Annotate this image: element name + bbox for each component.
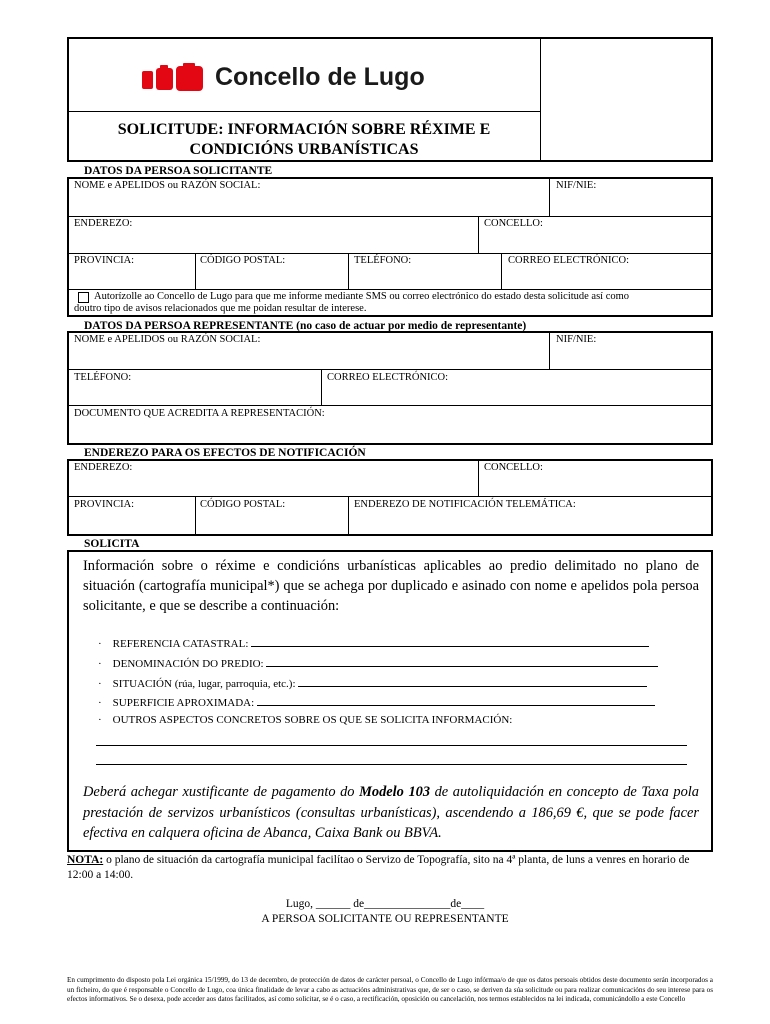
note: NOTA: o plano de situación da cartografía municipal facilítao o Servizo de Topografía, sito na 4ª planta, de luns a venres en horario de 12:00 a 14:00. [67,854,690,881]
page-title: SOLICITUDE: INFORMACIÓN SOBRE RÉXIME E CONDICIÓNS URBANÍSTICAS [117,121,491,158]
list-item: · OUTROS ASPECTOS CONCRETOS SOBRE OS QUE SE SOLICITA INFORMACIÓN: [98,714,513,726]
rep-name-field[interactable]: NOME e APELIDOS ou RAZÓN SOCIAL: [74,334,261,345]
section-representative: DATOS DA PERSOA REPRESENTANTE (no caso de actuar por medio de representante) [84,320,527,332]
applicant-province-field[interactable]: PROVINCIA: [74,255,135,266]
notif-council-field[interactable]: CONCELLO: [484,462,543,473]
list-item: · DENOMINACIÓN DO PREDIO: [98,656,658,670]
notif-telematic-field[interactable]: ENDEREZO DE NOTIFICACIÓN TELEMÁTICA: [354,499,576,510]
notification-box [67,459,713,536]
signature-signer: A PERSOA SOLICITANTE OU REPRESENTANTE [261,913,509,925]
header-rule [68,111,540,112]
logo-name: Concello de Lugo [215,63,425,91]
section-applicant: DATOS DA PERSOA SOLICITANTE [84,165,273,177]
other-aspects-line-1[interactable] [96,745,687,746]
applicant-name-field[interactable]: NOME e APELIDOS ou RAZÓN SOCIAL: [74,180,261,191]
applicant-nif-field[interactable]: NIF/NIE: [556,180,597,191]
notif-postal-field[interactable]: CÓDIGO POSTAL: [200,499,286,510]
sms-consent-text: Autorízolle ao Concello de Lugo para que me informe mediante SMS ou correo electrónico do estado desta solicitude así como [94,291,630,302]
other-aspects-line-2[interactable] [96,764,687,765]
concello-logo-icon [142,63,210,93]
header-divider [540,38,541,161]
request-paragraph: Información sobre o réxime e condicións urbanísticas aplicables ao predio delimitado no plano de situación (cartografía municipal*) que se achega por duplicado e asinado con nome e apelidos pola persoa solicitante, e que se describe a continuación: [83,558,699,614]
notif-province-field[interactable]: PROVINCIA: [74,499,135,510]
sms-consent-checkbox[interactable] [78,292,89,303]
applicant-council-field[interactable]: CONCELLO: [484,218,543,229]
applicant-postal-field[interactable]: CÓDIGO POSTAL: [200,255,286,266]
section-notification: ENDEREZO PARA OS EFECTOS DE NOTIFICACIÓN [84,447,366,459]
notif-address-field[interactable]: ENDEREZO: [74,462,133,473]
representative-box [67,331,713,445]
applicant-address-field[interactable]: ENDEREZO: [74,218,133,229]
rep-phone-field[interactable]: TELÉFONO: [74,372,132,383]
list-item: · SITUACIÓN (rúa, lugar, parroquia, etc.): [98,676,647,690]
sms-consent-text-2: doutro tipo de avisos relacionados que me poidan resultar de interese. [74,303,367,314]
legal-notice: En cumprimento do disposto pola Lei orgánica 15/1999, do 13 de decembro, de protección de datos de carácter persoal, o Concello de Lugo infórmaa/o de que os datos persoais obtidos deste documento serán incorporados a un ficheiro, do que é responsable o Concello de Lugo, coa única finalidade de levar a cabo as actuacións administrativas que, de ser o caso, se deriven da súa solicitude ou para realizar comunicacións do seu interese para os efectos informativos. Se o desexa, pode acceder aos datos facilitados, así como solicitar, se é o caso, a rectificación, oposición ou cancelación, nos termos establecidos na lei indicada, comunicándollo a este Concello [67,976,713,1003]
payment-notice: Deberá achegar xustificante de pagamento do Modelo 103 de autoliquidación en concepto de Taxa pola prestación de servizos urbanísticos (consultas urbanísticas), ascendendo a 186,69 €, que se pode facer efectiva en calquera oficina de Abanca, Caixa Bank ou BBVA. [83,784,699,841]
applicant-email-field[interactable]: CORREO ELECTRÓNICO: [508,255,630,266]
rep-document-field[interactable]: DOCUMENTO QUE ACREDITA A REPRESENTACIÓN: [74,408,325,419]
list-item: · SUPERFICIE APROXIMADA: [98,695,655,709]
signature-date[interactable]: Lugo, ______ de_______________de____ [285,898,485,910]
applicant-phone-field[interactable]: TELÉFONO: [354,255,412,266]
rep-email-field[interactable]: CORREO ELECTRÓNICO: [327,372,449,383]
section-request: SOLICITA [84,538,140,550]
rep-nif-field[interactable]: NIF/NIE: [556,334,597,345]
list-item: · REFERENCIA CATASTRAL: [98,636,649,650]
